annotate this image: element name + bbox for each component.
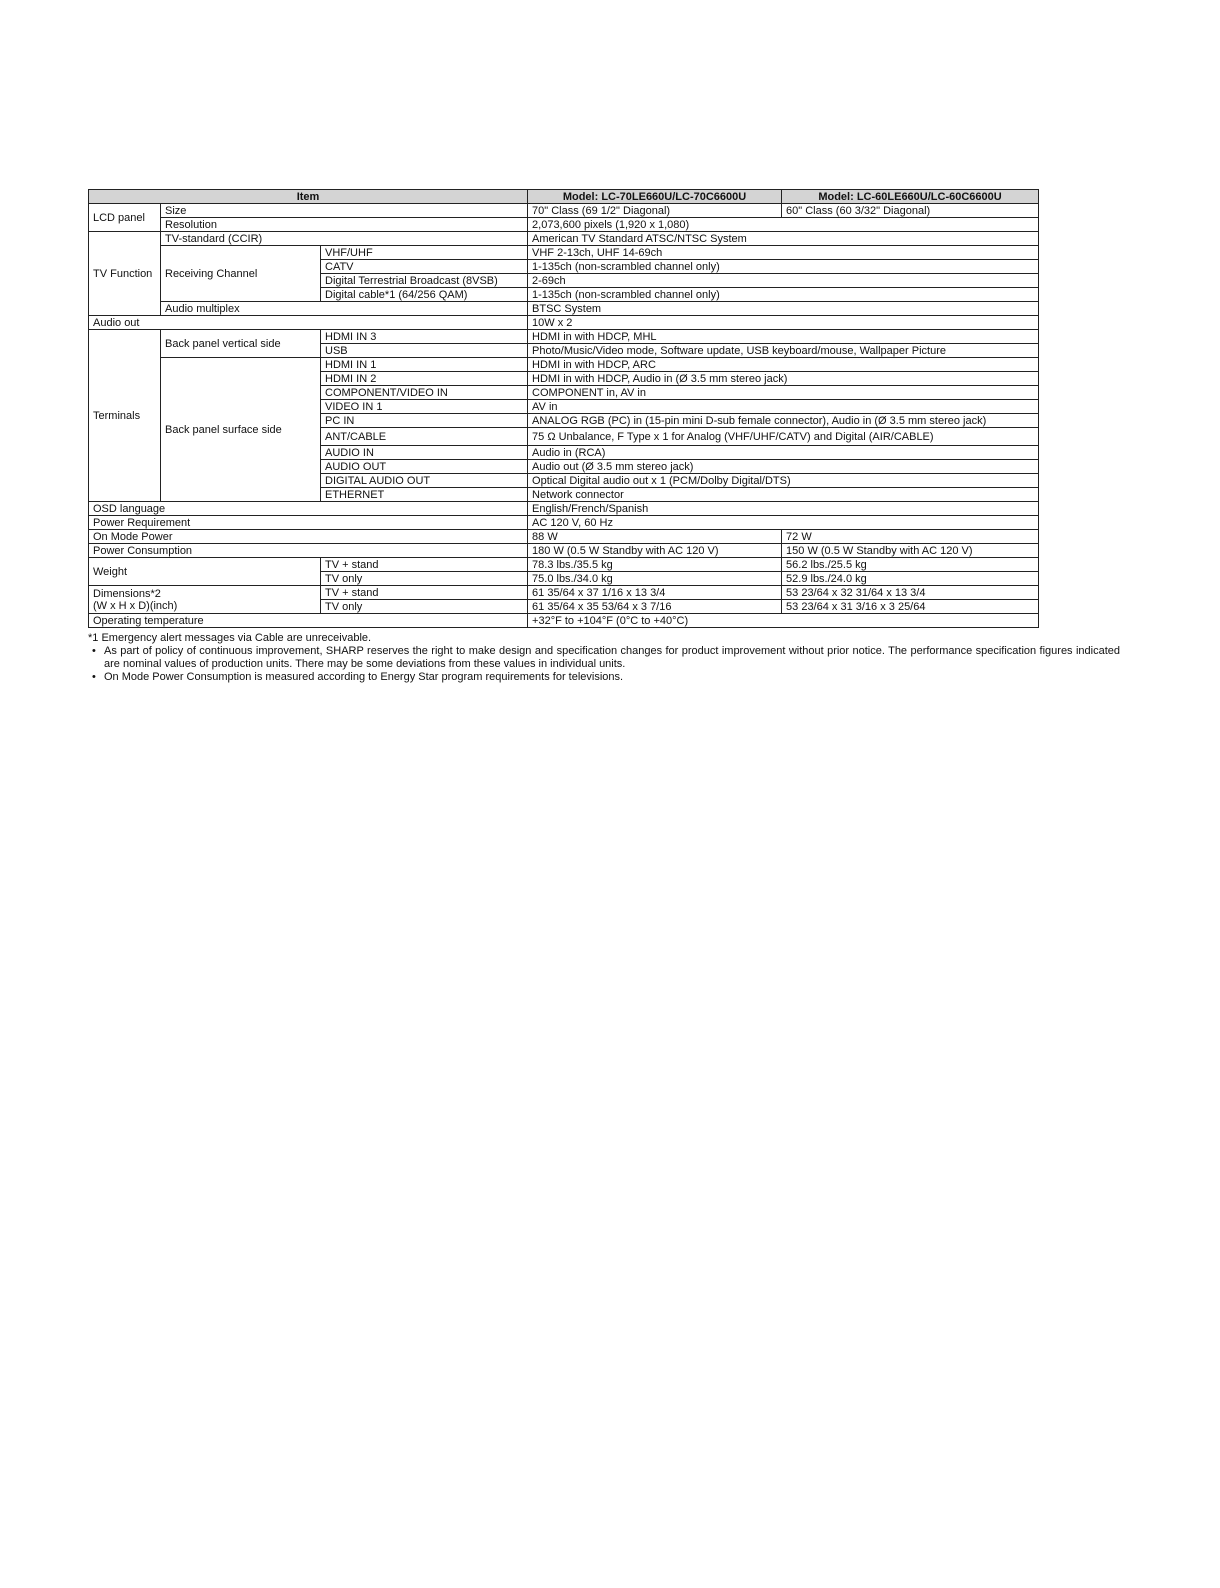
table-row [89,502,1039,516]
terminal-value: HDMI in with HDCP, ARC [528,358,1039,372]
power-consumption-60: 150 W (0.5 W Standby with AC 120 V) [782,544,1039,558]
terminal-value: ANALOG RGB (PC) in (15-pin mini D-sub female connector), Audio in (Ø 3.5 mm stereo jack) [528,414,1039,428]
terminal-label: HDMI IN 2 [321,372,528,386]
weight-row-label: TV + stand [321,558,528,572]
header-item: Item [89,190,528,204]
terminals-label: Terminals [89,330,161,502]
terminal-value: Network connector [528,488,1039,502]
size-70-value: 70" Class (69 1/2" Diagonal) [528,204,782,218]
channel-label: CATV [321,260,528,274]
channel-value: 1-135ch (non-scrambled channel only) [528,288,1039,302]
on-mode-power-label: On Mode Power [89,530,528,544]
weight-70: 78.3 lbs./35.5 kg [528,558,782,572]
weight-60: 56.2 lbs./25.5 kg [782,558,1039,572]
back-panel-vertical-label: Back panel vertical side [161,330,321,358]
weight-60: 52.9 lbs./24.0 kg [782,572,1039,586]
tv-standard-value: American TV Standard ATSC/NTSC System [528,232,1039,246]
table-row [89,358,1039,372]
note-energy-star [88,671,1120,684]
weight-70: 75.0 lbs./34.0 kg [528,572,782,586]
osd-language-value: English/French/Spanish [528,502,1039,516]
table-row [89,204,1039,218]
power-consumption-label: Power Consumption [89,544,528,558]
terminal-value: HDMI in with HDCP, MHL [528,330,1039,344]
terminal-label: HDMI IN 3 [321,330,528,344]
power-requirement-value: AC 120 V, 60 Hz [528,516,1039,530]
weight-label: Weight [89,558,321,586]
operating-temperature-value: +32°F to +104°F (0°C to +40°C) [528,614,1039,628]
channel-value: 1-135ch (non-scrambled channel only) [528,260,1039,274]
weight-row-label: TV only [321,572,528,586]
table-row [89,316,1039,330]
dimensions-label-line1: Dimensions*2 [93,588,161,600]
channel-value: VHF 2-13ch, UHF 14-69ch [528,246,1039,260]
terminal-value: HDMI in with HDCP, Audio in (Ø 3.5 mm stereo jack) [528,372,1039,386]
table-row [89,586,1039,600]
terminal-label: AUDIO IN [321,446,528,460]
channel-label: Digital cable*1 (64/256 QAM) [321,288,528,302]
audio-out-label: Audio out [89,316,528,330]
osd-language-label: OSD language [89,502,528,516]
table-row [89,558,1039,572]
audio-multiplex-value: BTSC System [528,302,1039,316]
dimensions-60: 53 23/64 x 31 3/16 x 3 25/64 [782,600,1039,614]
footnote-1: *1 Emergency alert messages via Cable are unreceivable. [88,632,372,644]
footnotes [88,632,1120,684]
on-mode-power-70: 88 W [528,530,782,544]
note-continuous-improvement [88,645,1120,671]
dimensions-row-label: TV only [321,600,528,614]
terminal-label: ANT/CABLE [321,428,528,446]
header-model-60: Model: LC-60LE660U/LC-60C6600U [782,190,1039,204]
audio-multiplex-label: Audio multiplex [161,302,528,316]
terminal-label: VIDEO IN 1 [321,400,528,414]
terminal-label: AUDIO OUT [321,460,528,474]
bullet-icon: • [92,645,96,657]
dimensions-70: 61 35/64 x 35 53/64 x 3 7/16 [528,600,782,614]
specifications-table [88,189,1039,628]
terminal-label: ETHERNET [321,488,528,502]
resolution-value: 2,073,600 pixels (1,920 x 1,080) [528,218,1039,232]
channel-label: Digital Terrestrial Broadcast (8VSB) [321,274,528,288]
note-energy-star-text: On Mode Power Consumption is measured according to Energy Star program requirements for televisions. [104,671,624,683]
header-model-70: Model: LC-70LE660U/LC-70C6600U [528,190,782,204]
dimensions-60: 53 23/64 x 32 31/64 x 13 3/4 [782,586,1039,600]
table-header-row [89,190,1039,204]
power-requirement-label: Power Requirement [89,516,528,530]
terminal-value: Optical Digital audio out x 1 (PCM/Dolby Digital/DTS) [528,474,1039,488]
table-row [89,232,1039,246]
table-row [89,246,1039,260]
table-row [89,614,1039,628]
size-label: Size [161,204,528,218]
terminal-label: USB [321,344,528,358]
dimensions-70: 61 35/64 x 37 1/16 x 13 3/4 [528,586,782,600]
terminal-label: COMPONENT/VIDEO IN [321,386,528,400]
receiving-channel-label: Receiving Channel [161,246,321,302]
resolution-label: Resolution [161,218,528,232]
bullet-icon: • [92,671,96,683]
dimensions-row-label: TV + stand [321,586,528,600]
tv-standard-label: TV-standard (CCIR) [161,232,528,246]
terminal-value: Audio out (Ø 3.5 mm stereo jack) [528,460,1039,474]
dimensions-label-line2: (W x H x D)(inch) [93,600,178,612]
size-60-value: 60" Class (60 3/32" Diagonal) [782,204,1039,218]
operating-temperature-label: Operating temperature [89,614,528,628]
lcd-panel-label: LCD panel [89,204,161,232]
tv-function-label: TV Function [89,232,161,316]
channel-label: VHF/UHF [321,246,528,260]
table-row [89,516,1039,530]
on-mode-power-60: 72 W [782,530,1039,544]
dimensions-label [89,586,321,614]
terminal-value: COMPONENT in, AV in [528,386,1039,400]
terminal-value: Photo/Music/Video mode, Software update, USB keyboard/mouse, Wallpaper Picture [528,344,1039,358]
channel-value: 2-69ch [528,274,1039,288]
power-consumption-70: 180 W (0.5 W Standby with AC 120 V) [528,544,782,558]
terminal-label: DIGITAL AUDIO OUT [321,474,528,488]
back-panel-surface-label: Back panel surface side [161,358,321,502]
terminal-value: AV in [528,400,1039,414]
table-row [89,218,1039,232]
table-row [89,530,1039,544]
terminal-value: Audio in (RCA) [528,446,1039,460]
table-row [89,544,1039,558]
audio-out-value: 10W x 2 [528,316,1039,330]
note-continuous-improvement-text: As part of policy of continuous improvement, SHARP reserves the right to make design and specification changes for product improvement without prior notice. The performance specification figures indicated are nominal values of production units. There may be some deviations from these values in individual units. [104,645,1120,670]
terminal-label: HDMI IN 1 [321,358,528,372]
table-row [89,302,1039,316]
terminal-value: 75 Ω Unbalance, F Type x 1 for Analog (VHF/UHF/CATV) and Digital (AIR/CABLE) [528,428,1039,446]
table-row [89,330,1039,344]
terminal-label: PC IN [321,414,528,428]
